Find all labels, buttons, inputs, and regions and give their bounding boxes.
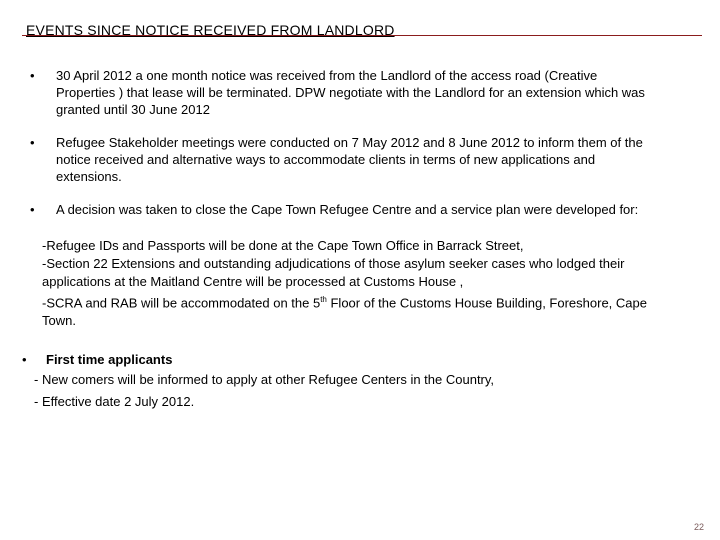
bullet-notice-received (56, 67, 645, 118)
service-plan-line: Town. (42, 313, 76, 329)
bullet-decision-close (56, 201, 638, 218)
bullet-line: Properties ) that lease will be terminated. DPW negotiate with the Landlord for an extension which was (56, 85, 645, 100)
service-plan-list (42, 237, 647, 330)
first-time-applicants-list (34, 371, 494, 411)
first-time-line: - Effective date 2 July 2012. (34, 394, 195, 409)
service-plan-line: applications at the Maitland Centre will be processed at Customs House , (42, 274, 464, 289)
slide-title: EVENTS SINCE NOTICE RECEIVED FROM LANDLORD (26, 22, 395, 38)
first-time-line: - New comers will be informed to apply at other Refugee Centers in the Country, (34, 372, 495, 387)
service-plan-line: -Section 22 Extensions and outstanding adjudications of those asylum seeker cases who lodged their (42, 256, 625, 271)
first-time-applicants-heading: First time applicants (46, 352, 173, 367)
bullet-line: A decision was taken to close the Cape Town Refugee Centre and a service plan were developed for: (56, 202, 639, 217)
bullet-dot: • (22, 352, 27, 367)
service-plan-line-scra (42, 291, 647, 312)
scra-prefix: -SCRA and RAB will be accommodated on the 5 (42, 295, 321, 311)
page-number: 22 (693, 522, 704, 532)
title-underline-rule (22, 35, 702, 36)
scra-suffix: Floor of the Customs House Building, Foreshore, Cape (326, 295, 647, 311)
bullet-dot: • (30, 68, 35, 83)
bullet-line: granted until 30 June 2012 (56, 102, 210, 117)
service-plan-line: -Refugee IDs and Passports will be done at the Cape Town Office in Barrack Street, (42, 238, 524, 253)
bullet-line: notice received and alternative ways to accommodate clients in terms of new applications and (56, 152, 596, 167)
bullet-dot: • (30, 135, 35, 150)
bullet-dot: • (30, 202, 35, 217)
bullet-stakeholder-meetings (56, 134, 643, 185)
bullet-line: 30 April 2012 a one month notice was received from the Landlord of the access road (Creative (56, 68, 598, 83)
bullet-line: extensions. (56, 169, 122, 184)
bullet-line: Refugee Stakeholder meetings were conducted on 7 May 2012 and 8 June 2012 to inform them of the (56, 135, 643, 150)
superscript-th: th (320, 295, 327, 304)
